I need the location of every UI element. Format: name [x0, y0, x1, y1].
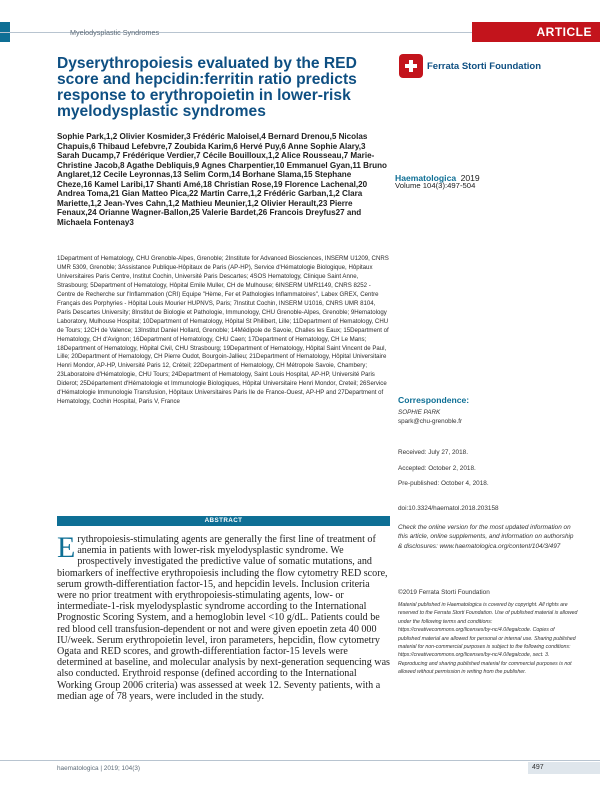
abstract-body [57, 531, 390, 702]
article-dates [398, 445, 489, 492]
ferrata-logo-icon [399, 54, 423, 78]
journal-year: 2019 [460, 173, 480, 183]
footer-citation: haematologica | 2019; 104(3) [57, 765, 141, 772]
article-title: Dyserythropoiesis evaluated by the RED score and hepcidin:ferritin ratio predicts response to erythropoietin in lower-risk myelodysplastic syndromes [57, 55, 357, 120]
abstract-dropcap: E [57, 531, 76, 564]
accepted-date: Accepted: October 2, 2018. [398, 464, 476, 472]
abstract-heading: ABSTRACT [57, 516, 390, 526]
page-number: 497 [528, 762, 600, 774]
copyright: ©2019 Ferrata Storti Foundation [398, 589, 490, 596]
publisher-logo [399, 54, 541, 78]
doi[interactable]: doi:10.3324/haematol.2018.203158 [398, 505, 499, 512]
online-version-note: Check the online version for the most updated information on this article, online supplements, and information on authorship & disclosures: www.haematologica.org/content/104/3/497 [398, 524, 574, 550]
correspondence-name: SOPHIE PARK [398, 409, 441, 416]
journal-name: Haematologica [395, 173, 457, 183]
affiliations: 1Department of Hematology, CHU Grenoble-Alpes, Grenoble; 2Institute for Advanced Biosciences, INSERM U1209, CNRS UMR 5309, Grenoble; 3Assistance Publique-Hôpitaux de Paris (AP-HP), Service d'Hématologie Biologique, Hôpitaux Universitaires Paris Centre, Institut Cochin, Université Paris Descartes; 4SOS Hematology, Clinique Saint Anne, Strasbourg; 5Department of Hematology, Hôpital Emile Muller, CH de Mulhouse; 6INSERM UMR1149, CNRS 8252 - Centre de Recherche sur l'Inflammation (CRI) Equipe "Hème, Fer et Pathologies Inflammatoires", Labex GREX, Centre Français des Porphyries - Hôpital Louis Mourier HUPNVS, Paris; 7Institut Cochin, INSERM U1016, CNRS UMR 8104, Paris Descartes University; 8Institut de Biologie et Pathologie, Immunology, CHU Grenoble-Alpes, Grenoble; 9Hematology Laboratory, Mulhouse Hospital; 10Department of Hematology, Hôpital St Philibert, Lille; 11Department of Hematology, CHU de Tours; 12CH de Valence; 13Institut Daniel Hollard, Grenoble; 14Médipole de Savoie, Challes les Eaux; 15Department of Hematology, CH d'Avignon; 16Department of Hematology, CHU Caen; 17Department of Hematology, CH Le Mans; 18Department of Hematology, Hôpital Civil, CHU Strasbourg; 19Department of Hematology, Hôpital Saint Vincent de Paul, Lille; 20Department of Hematology, CH Pierre Oudot, Bourgoin-Jallieu; 21Department of Hematology, Hôpital Universitaire Henri Mondor, AP-HP, Université Paris 12, Créteil; 22Department of Hematology, CH Métropole Savoie, Chambery; 23Laboratoire d'Hématologie, CHU Tours; 24Department of Hematology, Saint Louis Hospital, AP-HP, Université Paris Diderot; 25Département d'Hématologie et Immunologie Biologiques, Hôpital Universitaire Henri Mondor, Creteil; 26Service d'Hématologie Immunologie Transfusion, Hôpitaux Universitaires Paris Ile de France-Ouest, AP-HP and 27Department of Hematology, Cochin Hospital, Paris V, France [57, 255, 389, 406]
abstract-text: rythropoiesis-stimulating agents are generally the first line of treatment of anemia in patients with lower-risk myelodysplastic syndrome. We prospectively investigated the predictive value of somatic mutations, and biomarkers of ineffective erythropoiesis including the flow cytometry RED score, serum growth-differentiation factor-15, and hepcidin levels. Inclusion criteria were no prior treatment with erythropoiesis-stimulating agents, low- or intermediate-1-risk myelodysplastic syndrome according to the International Prognostic Scoring System, and a hemoglobin level <10 g/dL. Patients could be red blood cell transfusion-dependent or not and were given epoetin zeta 40 000 IU/week. Serum erythropoietin level, iron parameters, hepcidin, flow cytometry Ogata and RED scores, and growth-differentiation factor-15 levels were determined at baseline, and molecular analysis by next-generation sequencing was also conducted. Erythroid response (defined according to the International Working Group 2006 criteria) was assessed at week 12. Seventy patients, with a median age of 78 years, were included in the study. [57, 534, 390, 702]
correspondence-email[interactable]: spark@chu-grenoble.fr [398, 418, 463, 425]
journal-volume: Volume 104(3):497-504 [395, 181, 476, 190]
author-list: Sophie Park,1,2 Olivier Kosmider,3 Frédéric Maloisel,4 Bernard Drenou,5 Nicolas Chapuis,6 Thibaud Lefebvre,7 Zoubida Karim,6 Hervé Puy,6 Anne Sophie Alary,3 Sarah Ducamp,7 Frédérique Verdier,7 Cécile Bouilloux,1,2 Alice Rousseau,7 Marie-Christine Jacob,8 Agathe Debliquis,9 Agnes Charpentier,10 Emmanuel Gyan,11 Bruno Anglaret,12 Cecile Leyronnas,13 Selim Corm,14 Borhane Slama,15 Stephane Cheze,16 Kamel Laribi,17 Shanti Amé,18 Christian Rose,19 Florence Lachenal,20 Andrea Toma,21 Gian Matteo Pica,22 Martin Carre,1,2 Frédéric Garban,1,2 Clara Mariette,1,2 Jean-Yves Cahn,1,2 Mathieu Meunier,1,2 Olivier Herault,23 Pierre Fenaux,24 Orianne Wagner-Ballon,25 Valerie Bardet,26 Francois Dreyfus27 and Michaela Fontenay3 [57, 132, 387, 227]
section-title: Myelodysplastic Syndromes [70, 28, 160, 37]
license-text: Material published in Haematologica is covered by copyright. All rights are reserved to the Ferrata Storti Foundation. Use of published material is allowed under the following terms and conditions: https://creativecommons.org/licenses/by-nc/4.0/legalcode. Copies of published material are allowed for personal or internal use. Sharing published material for non-commercial purposes is subject to the following conditions: https://creativecommons.org/licenses/by-nc/4.0/legalcode, sect. 3. Reproducing and sharing published material for commercial purposes is not allowed without permission in writing from the publisher. [398, 602, 578, 676]
prepublished-date: Pre-published: October 4, 2018. [398, 480, 489, 487]
correspondence-label: Correspondence: [398, 395, 470, 405]
footer-rule [0, 760, 600, 761]
article-type-tab: ARTICLE [472, 22, 600, 42]
publisher-name: Ferrata Storti Foundation [427, 60, 541, 72]
received-date: Received: July 27, 2018. [398, 449, 468, 456]
